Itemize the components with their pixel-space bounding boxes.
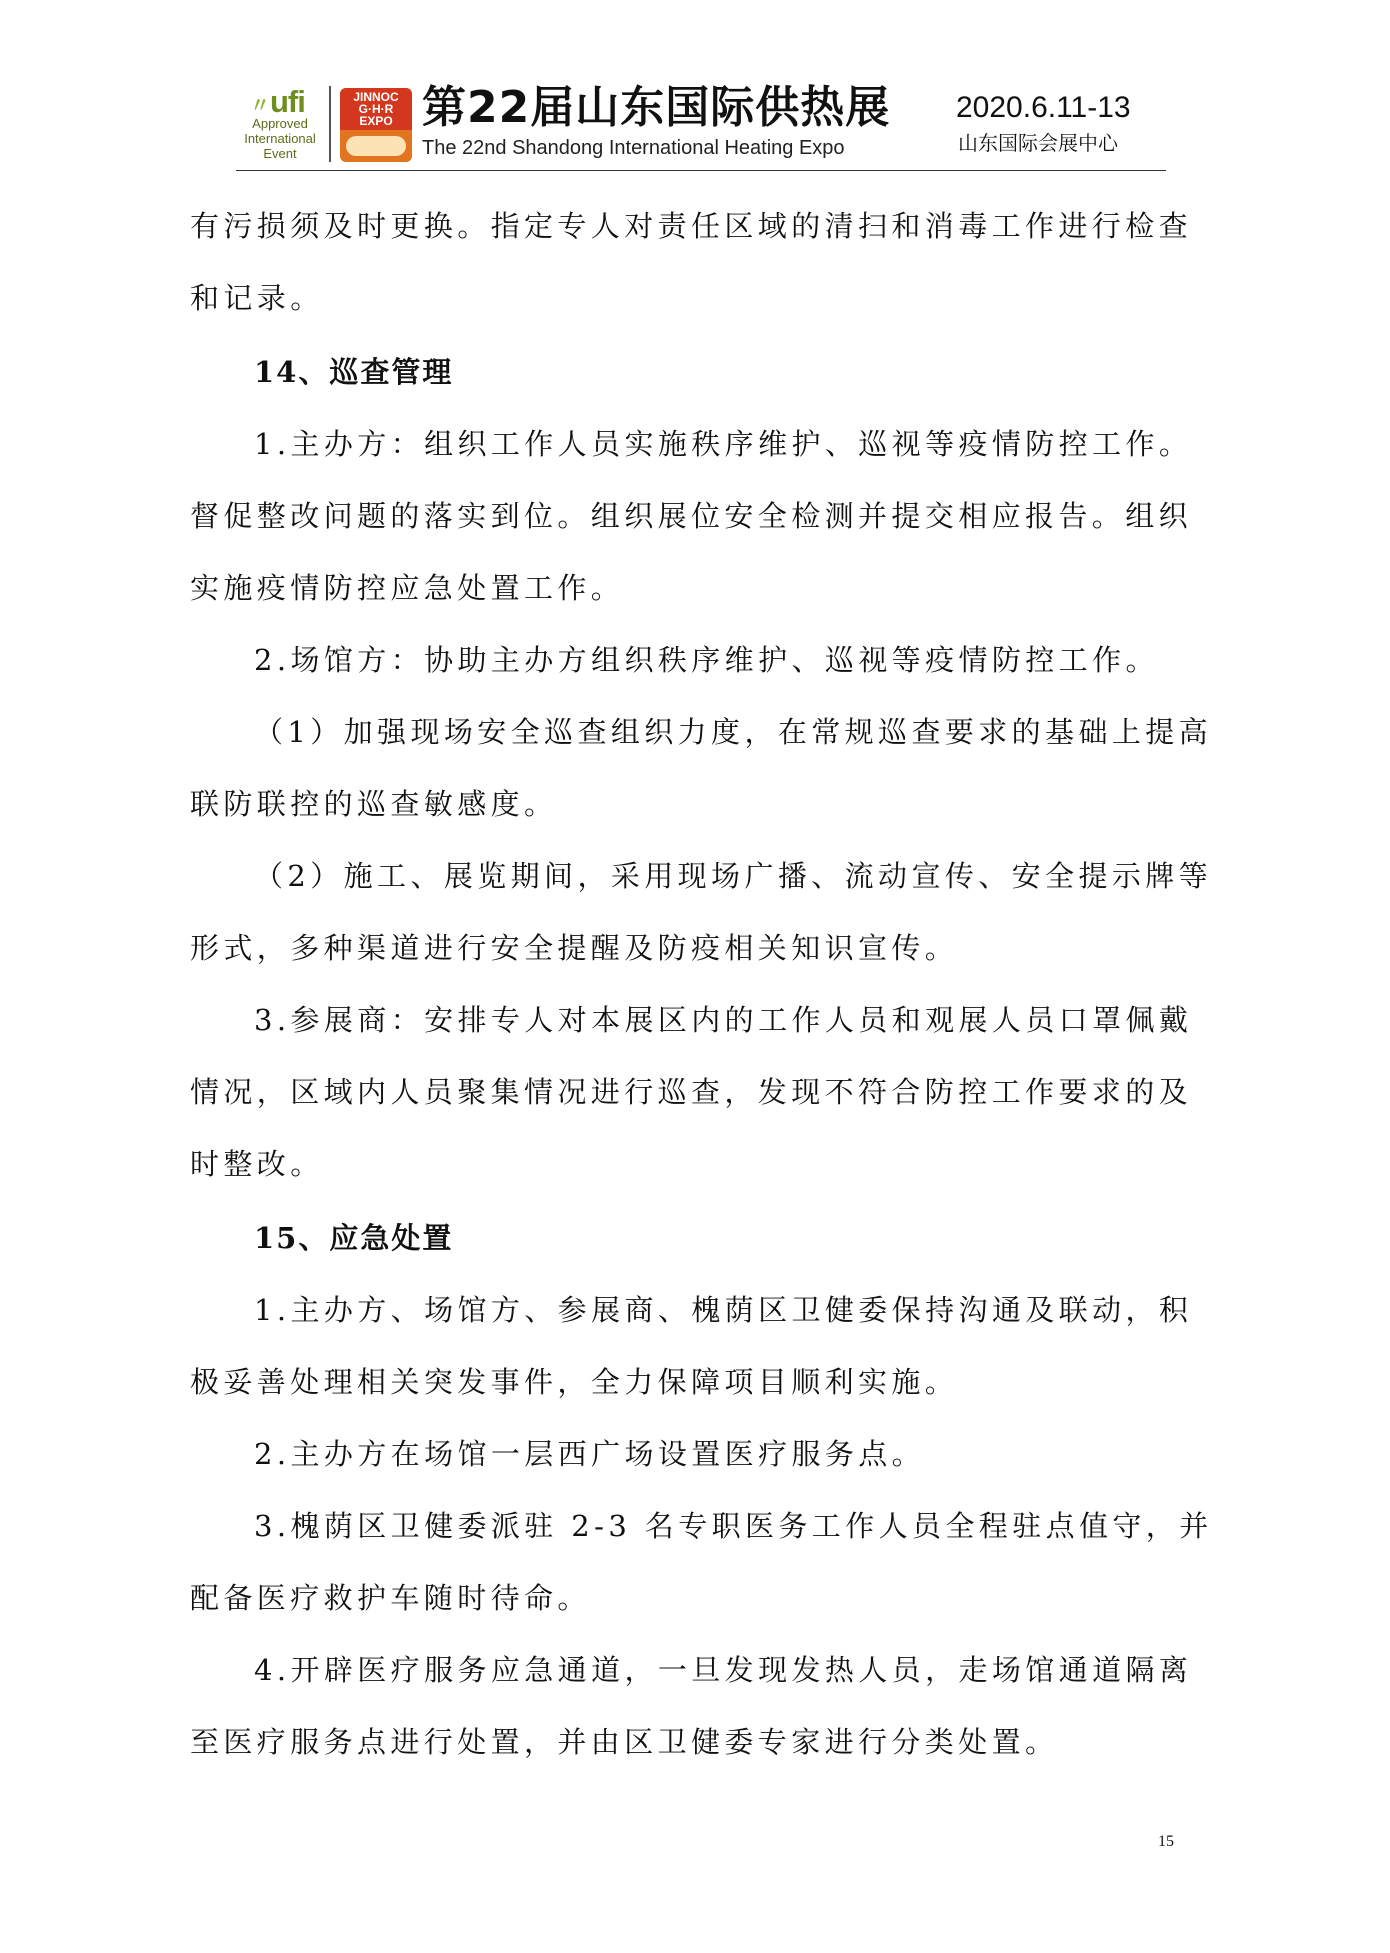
body-line: 情况，区域内人员聚集情况进行巡查，发现不符合防控工作要求的及 bbox=[190, 1075, 1193, 1109]
section-heading-14: 14、巡查管理 bbox=[254, 355, 454, 389]
body-line: 至医疗服务点进行处置，并由区卫健委专家进行分类处置。 bbox=[190, 1725, 1059, 1759]
header-logo-separator bbox=[329, 86, 331, 162]
body-line: 时整改。 bbox=[190, 1147, 324, 1181]
flame-wave-icon bbox=[346, 136, 406, 156]
expo-venue: 山东国际会展中心 bbox=[958, 131, 1118, 155]
body-line: 极妥善处理相关突发事件，全力保障项目顺利实施。 bbox=[190, 1365, 959, 1399]
body-line: 实施疫情防控应急处置工作。 bbox=[190, 571, 625, 605]
body-line: 配备医疗救护车随时待命。 bbox=[190, 1581, 591, 1615]
body-line: 联防联控的巡查敏感度。 bbox=[190, 787, 558, 821]
ufi-logo bbox=[236, 78, 324, 168]
section-heading-15: 15、应急处置 bbox=[254, 1221, 454, 1255]
body-line: 3.参展商：安排专人对本展区内的工作人员和观展人员口罩佩戴 bbox=[254, 1003, 1193, 1037]
ufi-logo-line-3: Event bbox=[263, 146, 297, 161]
ufi-swoosh-icon: 〃 bbox=[250, 95, 269, 117]
jinnoc-logo-line-1: JINNOC bbox=[353, 90, 399, 104]
jinnoc-logo-line-2: G·H·R bbox=[358, 102, 394, 116]
body-line: 和记录。 bbox=[190, 281, 324, 315]
body-line: （1）加强现场安全巡查组织力度，在常规巡查要求的基础上提高 bbox=[254, 715, 1213, 749]
ufi-logo-line-2: International bbox=[244, 131, 316, 146]
jinnoc-logo bbox=[340, 88, 412, 162]
page-number: 15 bbox=[1158, 1833, 1174, 1850]
body-line: 3.槐荫区卫健委派驻 2-3 名专职医务工作人员全程驻点值守，并 bbox=[254, 1509, 1213, 1543]
body-line: 4.开辟医疗服务应急通道，一旦发现发热人员，走场馆通道隔离 bbox=[254, 1653, 1193, 1687]
body-line: 有污损须及时更换。指定专人对责任区域的清扫和消毒工作进行检查 bbox=[190, 209, 1193, 243]
body-line: 督促整改问题的落实到位。组织展位安全检测并提交相应报告。组织 bbox=[190, 499, 1193, 533]
jinnoc-logo-line-3: EXPO bbox=[359, 114, 393, 128]
ufi-mark-text: ufi bbox=[270, 84, 305, 119]
body-line: （2）施工、展览期间，采用现场广播、流动宣传、安全提示牌等 bbox=[254, 859, 1213, 893]
body-line: 1.主办方：组织工作人员实施秩序维护、巡视等疫情防控工作。 bbox=[254, 427, 1193, 461]
body-line: 形式，多种渠道进行安全提醒及防疫相关知识宣传。 bbox=[190, 931, 959, 965]
body-line: 1.主办方、场馆方、参展商、槐荫区卫健委保持沟通及联动，积 bbox=[254, 1293, 1193, 1327]
expo-title-english: The 22nd Shandong International Heating Expo bbox=[422, 137, 845, 159]
body-line: 2.主办方在场馆一层西广场设置医疗服务点。 bbox=[254, 1437, 926, 1471]
expo-title-chinese: 第22届山东国际供热展 bbox=[422, 82, 891, 133]
page-header bbox=[236, 78, 1166, 170]
ufi-logo-line-1: Approved bbox=[252, 116, 308, 131]
body-line: 2.场馆方：协助主办方组织秩序维护、巡视等疫情防控工作。 bbox=[254, 643, 1159, 677]
header-rule bbox=[236, 170, 1166, 171]
expo-date: 2020.6.11-13 bbox=[956, 91, 1131, 124]
